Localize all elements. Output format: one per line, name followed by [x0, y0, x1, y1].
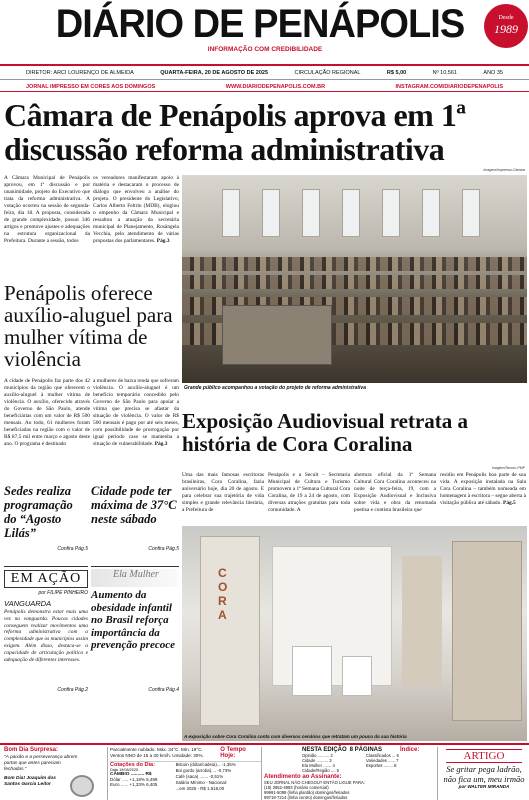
exposicao-headline[interactable]: Exposição Audiovisual retrata a história de Cora Coralina — [182, 409, 469, 456]
em-acao-text: Penápolis demonstra estar mais uma vez na vanguarda. Poucas cidades conseguem realizar movimentos uma reforma administrativa com a complexidade que os municípios assim exigem. Além disso, destaca-se a capacidade de articulação política e adequação de diferentes interesses. — [4, 609, 88, 663]
print-note: JORNAL IMPRESSO EM CORES AOS DOMINGOS — [26, 83, 156, 90]
aluguel-col2-text: a mulheres de baixa renda que sofreram violência. O auxílio-aluguel é um benefício temporário concedido pelo Governo de São Paulo para apoiar a vítima que precisa se afastar da situação de violência. O valor de R$ 500 mensais é pago por até seis meses, com possibilidade de prorrogação por igual período caso se mantenha a situação de vulnerabilidade. — [93, 378, 179, 447]
indice-header: Índice: — [400, 747, 420, 753]
lead-headline[interactable]: Câmara de Penápolis aprova em 1ª discussão reforma administrativa — [4, 97, 466, 167]
indice-item[interactable]: Ela Mulher ....... 4 — [302, 763, 335, 768]
red-bar — [0, 82, 529, 92]
exposicao-photo-credit: Imagem/Secom-PMP — [491, 466, 525, 470]
exposicao-col4-ref[interactable]: Pág.5 — [503, 500, 516, 506]
tempo-cotacoes-box — [110, 747, 262, 800]
exposicao-col4 — [440, 472, 526, 524]
exposicao-col3: abertura oficial da 1ª Semana Cultural Cora Coralina aconteceu na noite de terça-feira, 19, com a Exposição Audiovisual e Inclusiva sobre vida e obra da renomada poetisa e contista brasileira que — [354, 472, 436, 513]
edicao-atendimento-box — [264, 747, 438, 800]
lead-photo-caption: Grande público acompanhou a votação do projeto de reforma administrativa — [184, 385, 366, 391]
cotacoes-header: Cotações do Dia: — [110, 762, 155, 768]
aluguel-headline[interactable]: Penápolis oferece auxílio-aluguel para mulher vítima de violência — [4, 281, 173, 371]
edition-date: QUARTA-FEIRA, 20 DE AGOSTO DE 2025 — [160, 69, 269, 76]
cafe-value: Café (saca) ....... -0,51% — [175, 774, 224, 779]
lead-photo-credit: Imagem/Imprensa Câmara — [483, 168, 525, 172]
artigo-byline: por WALTER MIRANDA — [458, 784, 510, 789]
director: DIRETOR: ARCI LOURENÇO DE ALMEIDA — [26, 69, 134, 76]
lead-col2-text: os vereadores manifestaram apoio à matéria e destacaram o processo de diálogo que envolveu a análise do projeto. O presidente do Legislativo, Carlos Alberto Feltrin (MDB), elogiou o empenho da Câmara Municipal e ressaltou a atuação da secretária municipal de Planejamento, Rosângela Vecchia, pelo atendimento de várias propostas dos parlamentares. — [93, 175, 179, 244]
tempo-text: Parcialmente nublado. Máx. 34°C. Mín. 19°C. Ventos NNO de 15 a 30 km/h. Umidade: 30%. — [110, 747, 204, 758]
aluguel-col1: A cidade de Penápolis faz parte dos 42 municípios da região que oferecem o auxílio-aluguel à mulher vítima de violência. O auxílio, oferecido através do Governo de São Paulo, atende beneficiárias com um valor de R$ 500 mensais. Ao todo, 61 mulheres foram beneficiadas na região com o valor de R$ 87,5 mil entre março e agosto deste ano. O programa é destinado — [4, 378, 90, 447]
bom-dia-box — [4, 747, 108, 800]
bom-dia-header: Bom Dia Surpresa: — [4, 747, 59, 753]
aluguel-col2-ref[interactable]: Pág.3 — [154, 441, 168, 447]
indice-item[interactable]: Classificados ... 6 — [366, 753, 399, 758]
info-bar — [0, 64, 529, 80]
exposicao-col4-text: residiu em Penápolis boa parte de sua vida. A exposição instalada na Sala Cora Coralina – também nomeada em homenagem à escritora – segue aberta à visitação pública até sábado. — [440, 472, 526, 506]
boi-value: Boi gordo (arroba).... -0,73% — [175, 768, 232, 773]
instagram-link[interactable]: INSTAGRAM.COM/DIARIODEPENAPOLIS — [395, 83, 503, 90]
price: R$ 5,00 — [386, 69, 407, 76]
salario-label: Salário Mínimo - Nacional: — [175, 780, 228, 785]
cidade-ref[interactable]: Confira Pág.5 — [148, 546, 179, 552]
atendimento-header: Atendimento ao Assinante: — [264, 774, 342, 780]
edicao-pages: 8 PÁGINAS — [349, 747, 383, 753]
edition-year: ANO 35 — [483, 69, 503, 76]
ela-mulher-ref[interactable]: Confira Pág.4 — [148, 687, 179, 693]
lead-photo — [182, 175, 527, 383]
atendimento-line: SEU JORNAL NÃO CHEGOU? ENTÃO LIGUE PARA: — [264, 780, 365, 785]
dolar-value: Dólar ..... +1,18% 5,499 — [110, 777, 158, 782]
seal-top: Desde — [498, 15, 514, 21]
exposicao-col1: Uma das mais famosas escritoras brasileiras, Cora Coralina, fazia aniversário hoje, dia 20 de agosto. E para celebrar sua trajetória de vida simples e grande relevância literária, a Prefeitura de — [182, 472, 264, 513]
tempo-header: O Tempo Hoje: — [220, 747, 246, 759]
cidade-title[interactable]: Cidade pode ter máxima de 37°C neste sábado — [91, 484, 177, 526]
cambio-label: CÂMBIO .......... R$ — [110, 772, 152, 777]
bom-dia-quote: “A paixão e a perseverança abrem portas que antes pareciam fechadas.” — [4, 755, 78, 772]
ela-mulher-box — [91, 566, 179, 742]
indice-item[interactable]: Cidade/Região .... 5 — [302, 768, 340, 773]
bitcoin-value: Bitcoin (dólar/cadeia)... -1,35% — [175, 762, 236, 767]
atendimento-line[interactable]: (18) 3652-4993 (horário comercial) — [264, 785, 329, 790]
alarm-clock-icon — [70, 775, 94, 797]
ela-mulher-logo: Ela Mulher — [91, 569, 179, 587]
artigo-box — [440, 747, 528, 800]
anniversary-seal — [484, 4, 528, 48]
site-link[interactable]: WWW.DIARIODEPENAPOLIS.COM.BR — [225, 83, 326, 90]
indice-item[interactable]: Variedades ...... 7 — [366, 758, 399, 763]
cotacoes-date: Data 19/08/2025 — [110, 768, 139, 772]
artigo-logo: ARTIGO — [446, 749, 522, 763]
euro-value: Euro ...... +1,33% 6,405 — [110, 782, 158, 787]
atendimento-line[interactable]: 99991-5099 (linha plantão) domingos/feriados — [264, 790, 350, 795]
masthead-tagline: INFORMAÇÃO COM CREDIBILIDADE — [207, 46, 323, 53]
em-acao-ref[interactable]: Confira Pág.2 — [57, 687, 88, 693]
indice-item[interactable]: Opinião .......... 2 — [302, 753, 333, 758]
indice-item[interactable]: Cidade .......... 3 — [302, 758, 332, 763]
indice-item[interactable]: Esportes ........ 8 — [366, 763, 397, 768]
exposicao-photo-text: CORA — [218, 566, 228, 622]
em-acao-box — [4, 566, 88, 742]
exposicao-col2: Penápolis e a Secult – Secretaria Municipal de Cultura e Turismo promovem a 1ª Semana Cultural Cora Coralina, de 19 a 24 de agosto, com diversas atrações gratuitas para toda comunidade. A — [268, 472, 350, 513]
aluguel-col2 — [93, 378, 179, 478]
edicao-header: NESTA EDIÇÃO — [302, 747, 347, 753]
atendimento-line[interactable]: 99718-7214 (linha centro) domingos/feriados — [264, 795, 348, 800]
em-acao-subtitle: VANGUARDA — [4, 599, 52, 608]
exposicao-photo-caption: A exposição sobre Cora Coralina conta com diversos cenários que retratam um pouco da sua história — [184, 734, 407, 739]
lead-col2-ref[interactable]: Pág.3 — [156, 238, 170, 244]
sedes-ref[interactable]: Confira Pág.5 — [57, 546, 88, 552]
salario-value: ...em 2025 - R$ 1.518,00 — [175, 786, 225, 791]
lead-col1: A Câmara Municipal de Penápolis aprovou, em 1ª discussão e por unanimidade, projeto do Executivo que trata da reforma administrativa. A votação ocorreu na sessão de segunda-feira, dia 18. A proposta, considerada de grande complexidade, possui 346 artigos e promove ajustes e adequações na estrutura organizacional da Prefeitura. Durante a sessão, todos — [4, 175, 90, 244]
edition-number: Nº 10.561 — [432, 69, 457, 76]
seal-year: 1989 — [494, 22, 518, 36]
masthead-title: DIÁRIO DE PENÁPOLIS — [55, 2, 465, 46]
circulation: CIRCULAÇÃO REGIONAL — [294, 69, 361, 76]
em-acao-byline: por FILIPE PINHEIRO — [38, 590, 88, 596]
ela-mulher-headline[interactable]: Aumento da obesidade infantil no Brasil reforça importância da prevenção precoce — [91, 589, 175, 651]
sedes-title[interactable]: Sedes realiza programação do “Agosto Lilás” — [4, 484, 73, 540]
bom-dia-footer: Bom Dia! Joaquim dos Santos Garcia Leitor — [4, 776, 56, 787]
bottom-strip — [0, 743, 529, 800]
lead-col2 — [93, 175, 179, 280]
em-acao-logo: EM AÇÃO — [4, 570, 88, 588]
artigo-text[interactable]: Se gritar pega ladrão, não fica um, meu irmão — [443, 764, 525, 784]
exposicao-photo — [182, 526, 527, 741]
